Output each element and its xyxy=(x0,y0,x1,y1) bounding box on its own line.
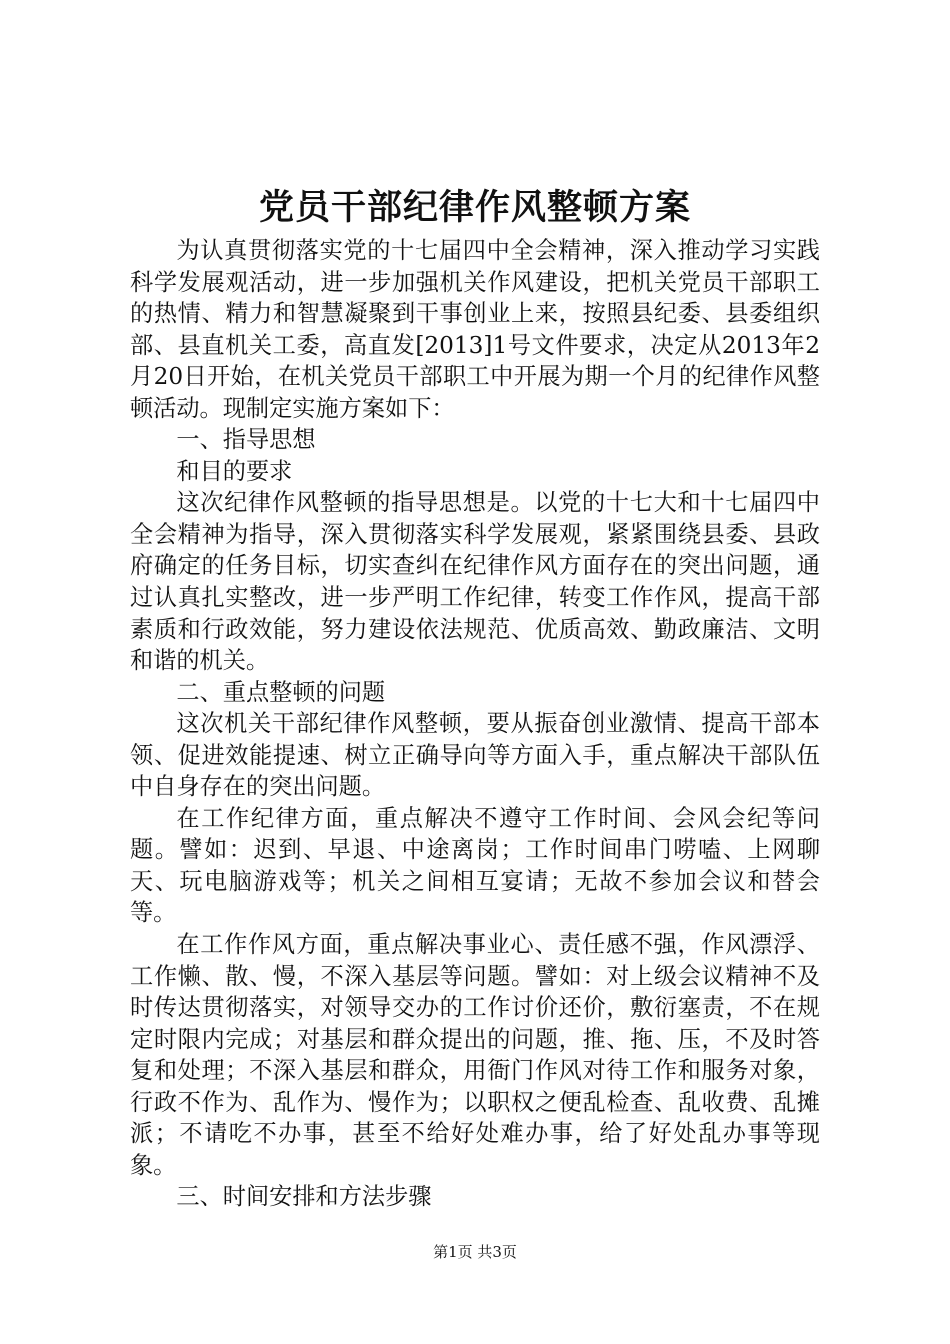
section-heading-key-issues: 二、重点整顿的问题 xyxy=(176,678,386,706)
work-style-paragraph: 在工作作风方面，重点解决事业心、责任感不强，作风漂浮、工作懒、散、慢，不深入基层等问题。譬如：对上级会议精神不及时传达贯彻落实，对领导交办的工作讨价还价，敷衍塞责，不在规定时限内完成；对基层和群众提出的问题，推、拖、压，不及时答复和处理；不深入基层和群众，用衙门作风对待工作和服务对象，行政不作为、乱作为、慢作为；以职权之便乱检查、乱收费、乱摊派；不请吃不办事，甚至不给好处难办事，给了好处乱办事等现象。 xyxy=(130,931,820,1179)
page-number-footer: 第1页 共3页 xyxy=(433,1243,517,1261)
work-discipline-paragraph: 在工作纪律方面，重点解决不遵守工作时间、会风会纪等问题。譬如：迟到、早退、中途离岗；工作时间串门唠嗑、上网聊天、玩电脑游戏等；机关之间相互宴请；无故不参加会议和替会等。 xyxy=(130,804,820,927)
section-heading-guiding-ideology: 一、指导思想 xyxy=(176,426,316,454)
key-issues-paragraph: 这次机关干部纪律作风整顿，要从振奋创业激情、提高干部本领、促进效能提速、树立正确导向等方面入手，重点解决干部队伍中自身存在的突出问题。 xyxy=(130,710,820,801)
section-heading-schedule: 三、时间安排和方法步骤 xyxy=(176,1183,432,1211)
document-body xyxy=(130,235,820,1213)
document-title: 党员干部纪律作风整顿方案 xyxy=(258,187,691,228)
guiding-ideology-paragraph: 这次纪律作风整顿的指导思想是。以党的十七大和十七届四中全会精神为指导，深入贯彻落实科学发展观，紧紧围绕县委、县政府确定的任务目标，切实查纠在纪律作风方面存在的突出问题，通过认真扎实整改，进一步严明工作纪律，转变工作作风，提高干部素质和行政效能，努力建设依法规范、优质高效、勤政廉洁、文明和谐的机关。 xyxy=(130,489,820,675)
section-heading-objectives: 和目的要求 xyxy=(176,457,293,485)
intro-paragraph: 为认真贯彻落实党的十七届四中全会精神，深入推动学习实践科学发展观活动，进一步加强机关作风建设，把机关党员干部职工的热情、精力和智慧凝聚到干事创业上来，按照县纪委、县委组织部、县直机关工委，高直发[2013]1号文件要求，决定从2013年2月20日开始，在机关党员干部职工中开展为期一个月的纪律作风整顿活动。现制定实施方案如下： xyxy=(130,237,820,422)
